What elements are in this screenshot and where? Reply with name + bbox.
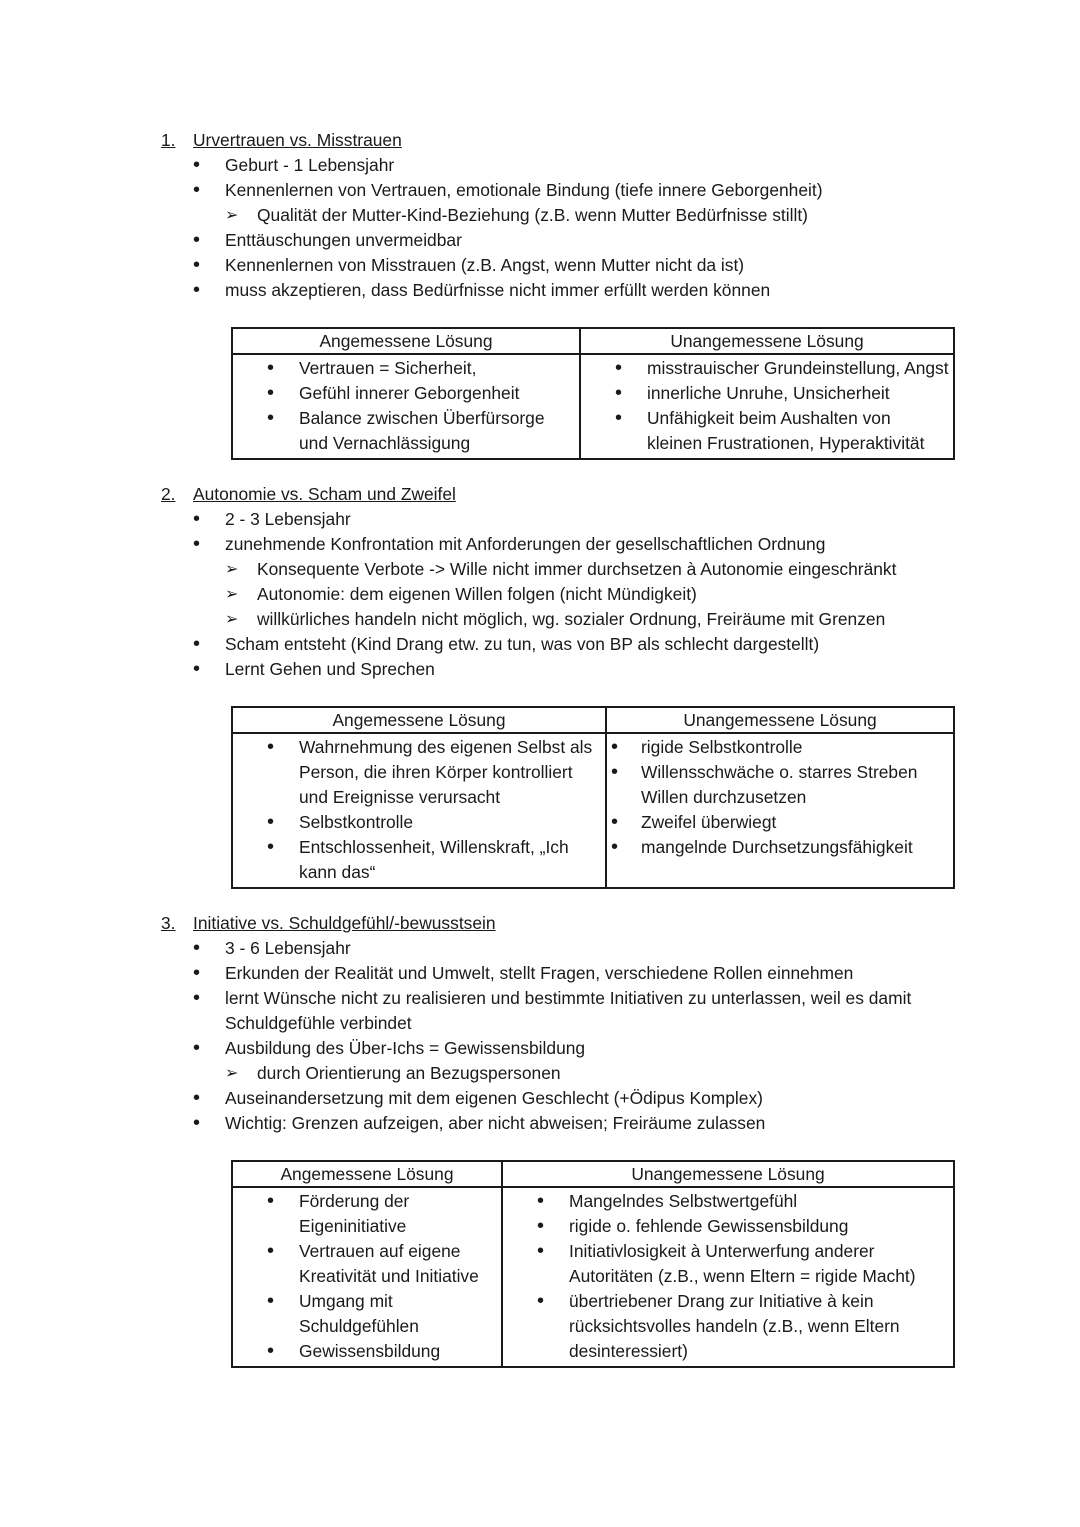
cell-unangemessen [606,733,954,888]
header-unangemessen: Unangemessene Lösung [502,1161,954,1187]
table-list-item: • Wahrnehmung des eigenen Selbst als Person, die ihren Körper kontrolliert und Ereignisse verursacht [237,735,601,810]
bullet-list [193,507,961,682]
table-list-item: • mangelnde Durchsetzungsfähigkeit [611,835,949,860]
section-title [161,911,961,936]
bullet-item [193,986,961,1036]
cell-list [237,735,601,885]
table-list-item: • Vertrauen = Sicherheit, [237,356,575,381]
table-row [232,733,954,888]
sub-bullet-item: ➢ Qualität der Mutter-Kind-Beziehung (z.B. wenn Mutter Bedürfnisse stillt) [225,203,961,228]
table-header-row [232,707,954,733]
header-angemessen: Angemessene Lösung [232,328,580,354]
table-list-item: • misstrauischer Grundeinstellung, Angst [585,356,949,381]
bullet-text: Geburt - 1 Lebensjahr [225,155,395,175]
sections-container [0,128,1080,1368]
bullet-item [193,153,961,178]
cell-list [237,356,575,456]
bullet-text: Kennenlernen von Vertrauen, emotionale Bindung (tiefe innere Geborgenheit) [225,180,823,200]
table-list-item: • Mangelndes Selbstwertgefühl [507,1189,949,1214]
section-title [161,128,961,153]
bullet-text: Wichtig: Grenzen aufzeigen, aber nicht abweisen; Freiräume zulassen [225,1113,766,1133]
table-list-item: • innerliche Unruhe, Unsicherheit [585,381,949,406]
bullet-text: Enttäuschungen unvermeidbar [225,230,462,250]
sub-bullet-item: ➢ durch Orientierung an Bezugspersonen [225,1061,961,1086]
cell-list [611,735,949,860]
table-list-item: • Unfähigkeit beim Aushalten von kleinen Frustrationen, Hyperaktivität [585,406,949,456]
table-list-item: • Balance zwischen Überfürsorge und Vernachlässigung [237,406,575,456]
sub-bullet-item: ➢ willkürliches handeln nicht möglich, wg. sozialer Ordnung, Freiräume mit Grenzen [225,607,961,632]
section-title [161,482,961,507]
sub-bullet-list [225,203,961,228]
bullet-text: Erkunden der Realität und Umwelt, stellt Fragen, verschiedene Rollen einnehmen [225,963,854,983]
table-header-row [232,328,954,354]
table-row [232,1187,954,1367]
bullet-item [193,278,961,303]
bullet-text: lernt Wünsche nicht zu realisieren und bestimmte Initiativen zu unterlassen, weil es damit Schuldgefühle verbindet [225,988,912,1033]
bullet-text: muss akzeptieren, dass Bedürfnisse nicht immer erfüllt werden können [225,280,771,300]
cell-angemessen [232,354,580,459]
solutions-table [231,327,955,460]
table-list-item: • Willensschwäche o. starres Streben Willen durchzusetzen [611,760,949,810]
bullet-item [193,507,961,532]
section-number: 3. [161,913,176,933]
cell-angemessen [232,1187,502,1367]
header-unangemessen: Unangemessene Lösung [580,328,954,354]
table-list-item: • Initiativlosigkeit à Unterwerfung anderer Autoritäten (z.B., wenn Eltern = rigide Macht) [507,1239,949,1289]
section-number: 2. [161,484,176,504]
table-list-item: • Gefühl innerer Geborgenheit [237,381,575,406]
table-header-row [232,1161,954,1187]
bullet-item [193,253,961,278]
bullet-item [193,961,961,986]
bullet-item [193,936,961,961]
bullet-item [193,1086,961,1111]
table-list-item: • rigide o. fehlende Gewissensbildung [507,1214,949,1239]
bullet-item [193,657,961,682]
bullet-text: zunehmende Konfrontation mit Anforderungen der gesellschaftlichen Ordnung [225,534,826,554]
bullet-list [193,936,961,1136]
bullet-item [193,1036,961,1086]
table-list-item: • übertriebener Drang zur Initiative à kein rücksichtsvolles handeln (z.B., wenn Eltern desinteressiert) [507,1289,949,1364]
section-3 [161,911,961,1368]
bullet-item [193,1111,961,1136]
solutions-table [231,706,955,889]
document-page [0,128,1080,1390]
bullet-text: Auseinandersetzung mit dem eigenen Geschlecht (+Ödipus Komplex) [225,1088,763,1108]
table-list-item: • rigide Selbstkontrolle [611,735,949,760]
cell-list [507,1189,949,1364]
sub-bullet-item: ➢ Konsequente Verbote -> Wille nicht immer durchsetzen à Autonomie eingeschränkt [225,557,961,582]
section-1 [161,128,961,460]
section-heading: Urvertrauen vs. Misstrauen [193,130,402,150]
header-angemessen: Angemessene Lösung [232,1161,502,1187]
section-number: 1. [161,130,176,150]
bullet-item [193,228,961,253]
table-row [232,354,954,459]
cell-angemessen [232,733,606,888]
sub-bullet-item: ➢ Autonomie: dem eigenen Willen folgen (nicht Mündigkeit) [225,582,961,607]
bullet-text: Kennenlernen von Misstrauen (z.B. Angst, wenn Mutter nicht da ist) [225,255,745,275]
sub-bullet-list [225,557,961,632]
section-heading: Initiative vs. Schuldgefühl/-bewusstsein [193,913,496,933]
section-2 [161,482,961,889]
cell-unangemessen [502,1187,954,1367]
bullet-text: 2 - 3 Lebensjahr [225,509,351,529]
bullet-text: 3 - 6 Lebensjahr [225,938,351,958]
cell-list [585,356,949,456]
bullet-text: Lernt Gehen und Sprechen [225,659,435,679]
table-list-item: • Förderung der Eigeninitiative [237,1189,497,1239]
bullet-text: Scham entsteht (Kind Drang etw. zu tun, was von BP als schlecht dargestellt) [225,634,820,654]
header-unangemessen: Unangemessene Lösung [606,707,954,733]
solutions-table [231,1160,955,1368]
table-list-item: • Vertrauen auf eigene Kreativität und Initiative [237,1239,497,1289]
table-list-item: • Entschlossenheit, Willenskraft, „Ich kann das“ [237,835,601,885]
bullet-text: Ausbildung des Über-Ichs = Gewissensbildung [225,1038,586,1058]
table-list-item: • Zweifel überwiegt [611,810,949,835]
section-heading: Autonomie vs. Scham und Zweifel [193,484,456,504]
bullet-list [193,153,961,303]
table-list-item: • Gewissensbildung [237,1339,497,1364]
bullet-item [193,532,961,632]
table-list-item: • Umgang mit Schuldgefühlen [237,1289,497,1339]
header-angemessen: Angemessene Lösung [232,707,606,733]
cell-list [237,1189,497,1364]
cell-unangemessen [580,354,954,459]
bullet-item [193,178,961,228]
bullet-item [193,632,961,657]
table-list-item: • Selbstkontrolle [237,810,601,835]
sub-bullet-list [225,1061,961,1086]
